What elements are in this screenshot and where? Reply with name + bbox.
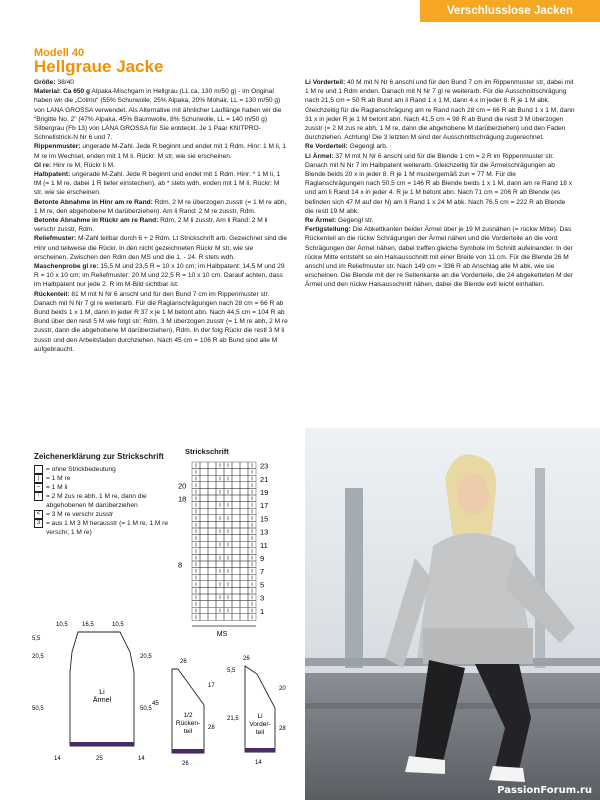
chart-cell (232, 587, 240, 594)
chart-cell (208, 581, 216, 588)
chart-row-label: 23 (260, 461, 269, 471)
paragraph-text: 37 M mit N Nr 6 anschl und für die Blende 1 cm = 2 R im Rippenmuster str. Danach mit N Nr 7 im Halbpatent weiterarb. Gleichzeitig für die Ärmelschrägungen ab Blende beids 20 x in jeder 8. R je 1 M mustergemäß zun = 77 M. Für die Raglanschrägungen nach 50,5 cm = 146 R ab Blende beids 1 x 1 M, dann am re Rand 18 x und am li Rand 14 x in jeder 4. R je 1 M betont abn. Nach 71 cm = 206 R ab Blende (es befinden sich 47 M auf der N) am li Rand 1 x 24 M abk. Nach 76,5 cm = 222 R ab Blende die restl 19 M abk. (305, 152, 573, 215)
front-label3: teil (255, 729, 265, 736)
right-paragraph (305, 225, 575, 289)
back-top: 26 (180, 659, 187, 665)
chart-cell (216, 574, 224, 581)
chart-cell (200, 541, 208, 548)
chart-cell (232, 548, 240, 555)
chart-row-label: 17 (260, 501, 269, 511)
chart-cell (232, 462, 240, 469)
instructions-right-column (305, 78, 575, 290)
legend-symbol: < (34, 510, 43, 519)
chart-cell (200, 568, 208, 575)
chart-cell (240, 574, 248, 581)
sleeve-top-mid: 16,5 (82, 622, 94, 628)
paragraph-label: Gl re: (34, 161, 52, 169)
legend-symbol: 3 (34, 519, 43, 528)
chart-cell (208, 574, 216, 581)
chart-cell (208, 614, 216, 621)
chart-cell (216, 614, 224, 621)
paragraph-text: Alpaka-Mischgarn in Hellgrau (LL ca. 130 m/50 g) - im Original haben wir die „Colmo“ (55% Schurwolle, 25% Alpaka, 20% Mohair, LL = 130 m/50 g) von LANA GROSSA verwendet. Als Alternative mit ähnlicher Lauflänge haben wir die “Brigitte No. 2” (47% Alpaka, 45% Baumwolle, 8% Schurwolle, LL = 140 m/50 g) Silbergrau (Fb 13) von LANA GROSSA für Sie entdeckt. Je 1 Paar KNITPRO-Schnellstrick-N Nr 6 und 7. (34, 88, 282, 142)
chart-cell (216, 601, 224, 608)
chart-row-label: 19 (260, 488, 269, 497)
sleeve-left-2: 50,5 (32, 706, 44, 712)
section-title: Verschlusslose Jacken (447, 5, 573, 17)
chart-cell (240, 554, 248, 561)
chart-cell (200, 607, 208, 614)
chart-cell (216, 482, 224, 489)
chart-cell (216, 535, 224, 542)
right-paragraph (305, 216, 575, 225)
chart-cell (240, 502, 248, 509)
sleeve-top-left: 10,5 (56, 622, 68, 628)
paragraph-text: 40 M mit N Nr 6 anschl und für den Bund 7 cm im Rippenmuster str, dabei mit 1 M re und 1 Rdm enden. Danach mit N Nr 7 gl re weiterarb. Für die Ausschnittschrägung nach 21,5 cm = 50 R ab Bund am li Rand 1 x 1 M, dann 4 x in jeder 8. R je 1 M abk. Gleichzeitig für die Raglanschrägung am re Rand nach 28 cm = 66 R ab Bund 1 x 1 M, dann 31 x in jeder R je 1 M betont abn. Nach 41,5 cm = 98 R ab Bund die restl 3 M überzogen zusstr (= 2 M zus re abh, 1 M re, dann die abgehobene M darüberziehen) und den Faden durchziehen. Achtung! Die 3 letzten M sind der Ausschnittschrägung zugerechnet. (305, 79, 575, 142)
chart-cell (232, 561, 240, 568)
legend-text: = aus 1 M 3 M herausstr (= 1 M re, 1 M re verschr, 1 M re) (46, 520, 169, 536)
front-left: 21,5 (227, 716, 239, 722)
front-schematic (225, 650, 305, 770)
chart-cell (200, 574, 208, 581)
chart-cell (200, 594, 208, 601)
chart-cell (208, 554, 216, 561)
chart-cell (232, 528, 240, 535)
legend-text: = 2 M zus re abh, 1 M re, dann die abgehobenen M darüberziehen (46, 493, 147, 509)
legend-item (34, 465, 174, 474)
chart-cell (200, 528, 208, 535)
chart-cell (240, 607, 248, 614)
right-paragraph (305, 152, 575, 216)
paragraph-label: Größe: (34, 79, 56, 86)
chart-cell (240, 462, 248, 469)
chart-cell (216, 495, 224, 502)
chart-cell (240, 594, 248, 601)
chart-row-label: 15 (260, 514, 269, 524)
chart-cell (200, 581, 208, 588)
left-paragraph (34, 290, 289, 354)
paragraph-label: Betonte Abnahme in Hinr am re Rand: (34, 198, 153, 206)
chart-cell (200, 488, 208, 495)
paragraph-text: M-Zahl teilbar durch 6 + 2 Rdm. Lt Strickschrift arb. Gezeichnet sind die Hinr und teilweise die Rückr. In den nicht gezeichneten Rückr M str, wie sie erscheinen. Zwischen den Rdm den MS und die 1. - 24. R stets wdh. (34, 235, 288, 261)
paragraph-label: Betonte Abnahme in Rückr am re Rand: (34, 217, 159, 225)
front-label1: Li (257, 713, 263, 720)
chart-cell (200, 548, 208, 555)
chart-cell (208, 488, 216, 495)
ms-label: MS (216, 631, 228, 638)
chart-cell (200, 469, 208, 476)
legend-text: = 1 M re (46, 475, 71, 482)
legend-symbol (34, 465, 43, 474)
chart-cell (224, 482, 232, 489)
front-right-2: 28 (279, 726, 286, 732)
chart-row-label: 20 (178, 481, 187, 491)
legend-text: = 3 M re verschr zusstr (46, 511, 114, 518)
sleeve-label2: Ärmel (92, 697, 112, 704)
chart-row-label: 21 (260, 474, 269, 484)
left-paragraph (34, 234, 289, 262)
left-paragraph (34, 262, 289, 290)
chart-cell (240, 475, 248, 482)
chart-cell (232, 607, 240, 614)
chart-cell (224, 548, 232, 555)
section-header-tab (420, 0, 600, 22)
chart-cell (240, 535, 248, 542)
chart-row-label: 1 (260, 606, 265, 616)
chart-cell (200, 475, 208, 482)
sleeve-right-2: 50,5 (140, 706, 152, 712)
chart-cell (224, 601, 232, 608)
chart-cell (224, 521, 232, 528)
chart-cell (216, 548, 224, 555)
chart-cell (224, 495, 232, 502)
left-paragraph (34, 142, 289, 160)
chart-cell (240, 568, 248, 575)
left-paragraph (34, 87, 289, 142)
chart-cell (240, 508, 248, 515)
model-number: Modell 40 (34, 47, 85, 59)
paragraph-text: Gegengl arb. (347, 143, 388, 151)
chart-cell (224, 561, 232, 568)
chart-cell (240, 495, 248, 502)
paragraph-label: Re Vorderteil: (305, 143, 348, 151)
legend-symbol: ↑ (34, 492, 43, 501)
left-paragraph (34, 216, 289, 234)
legend-symbol: | (34, 474, 43, 483)
chart-row-label: 13 (260, 527, 269, 537)
chart-cell (208, 594, 216, 601)
back-label1: 1/2 (183, 712, 193, 719)
chart-cell (216, 508, 224, 515)
chart-cell (200, 521, 208, 528)
chart-cell (240, 548, 248, 555)
chart-cell (240, 482, 248, 489)
chart-cell (208, 521, 216, 528)
chart-cell (224, 535, 232, 542)
paragraph-label: Maschenprobe gl re: (34, 263, 99, 271)
back-left: 45 (152, 701, 159, 707)
stitch-chart (170, 458, 280, 640)
chart-cell (200, 587, 208, 594)
chart-cell (232, 495, 240, 502)
paragraph-label: Rückenteil: (34, 290, 70, 298)
back-schematic (150, 655, 230, 770)
chart-cell (208, 601, 216, 608)
chart-cell (200, 601, 208, 608)
chart-cell (216, 521, 224, 528)
paragraph-label: Material: Ca 650 g (34, 88, 91, 96)
chart-cell (208, 561, 216, 568)
front-bottom: 14 (255, 760, 262, 766)
chart-cell (208, 502, 216, 509)
paragraph-label: Reliefmuster: (34, 235, 77, 243)
chart-row-label: 9 (260, 554, 265, 563)
sleeve-left-top: 5,5 (32, 636, 41, 642)
chart-cell (208, 515, 216, 522)
back-label2: Rücken- (175, 720, 201, 727)
chart-cell (232, 581, 240, 588)
chart-cell (224, 587, 232, 594)
chart-cell (200, 554, 208, 561)
chart-cell (200, 482, 208, 489)
paragraph-text: Rdm, 2 M li zusstr. Am li Rand: 2 M li verschr zusstr, Rdm. (34, 217, 268, 234)
chart-cell (208, 462, 216, 469)
left-paragraph (34, 161, 289, 170)
legend-text: = 1 M li (46, 484, 68, 491)
chart-cell (208, 568, 216, 575)
legend-item (34, 510, 174, 519)
chart-cell (208, 469, 216, 476)
legend-symbol: – (34, 483, 43, 492)
chart-cell (208, 475, 216, 482)
chart-cell (208, 482, 216, 489)
left-paragraph (34, 78, 289, 87)
chart-cell (240, 581, 248, 588)
chart-cell (200, 535, 208, 542)
chart-row-label: 7 (260, 567, 265, 577)
chart-cell (208, 528, 216, 535)
front-left-top: 5,5 (227, 668, 236, 674)
chart-cell (240, 561, 248, 568)
chart-cell (232, 541, 240, 548)
back-right-1: 17 (208, 683, 215, 689)
chart-cell (232, 535, 240, 542)
chart-cell (232, 502, 240, 509)
chart-cell (240, 469, 248, 476)
right-paragraph (305, 78, 575, 142)
legend-item (34, 492, 174, 510)
back-label3: teil (183, 728, 193, 735)
sleeve-left-1: 20,5 (32, 654, 44, 660)
chart-cell (240, 521, 248, 528)
front-label2: Vorder- (249, 721, 271, 728)
chart-row-label: 18 (178, 494, 187, 504)
paragraph-text: Die Abkettkanten beider Ärmel über je 19 M zusnähen (= rückw Mitte). Das Rückenteil an die rückw Schrägungen der Ärmel nähen und die Vorderteile an die vord Schrägungen der Ärmel nähen, dabei treffen gleiche Symbole im Schnitt aufeinander. In der rückw Mitte entsteht so ein Halsausschnitt mit einer Breite von 11 cm. Für die Blende 26 M anschl und im Reliefmuster str. Nach 149 cm = 336 R ab Anschlag alle M abk, wie sie erscheinen. Die Blende mit der re Seitenkante an die Vorderteile, die 24 abgeketteten M der Ärmel und den rückw Halsausschnitt nähen, dabei die Blende evtl leicht einhalten. (305, 226, 573, 289)
left-paragraph (34, 198, 289, 216)
chart-row-label: 5 (260, 580, 265, 590)
paragraph-text: ungerade M-Zahl. Jede R beginnt und endet mit 1 Rdm. Hinr: 1 M li, 1 M re im Wechsel, enden mit 1 M li. Rückr: M str, wie sie erscheinen. (34, 143, 287, 160)
paragraph-label: Re Ärmel: (305, 217, 337, 225)
chart-cell (240, 528, 248, 535)
chart-cell (240, 541, 248, 548)
chart-cell (240, 515, 248, 522)
chart-cell (232, 482, 240, 489)
sleeve-schematic (30, 618, 170, 768)
chart-cell (224, 574, 232, 581)
front-right-1: 20 (279, 686, 286, 692)
chart-cell (208, 548, 216, 555)
paragraph-text: 81 M mit N Nr 6 anschl und für den Bund 7 cm im Rippenmuster str. Danach mit N Nr 7 gl re weiterarb. Für die Raglanschrägungen nach 28 cm = 66 R ab Bund beids 1 x 1 M, dann in jeder R 37 x je 1 M betont abn. Nach 44,5 cm = 104 R ab Bund über den restl 5 M wie folgt str: Rdm, 3 M überzogen zusstr (= 1 M re abh, 2 M re zusstr, dann die abgehobene M darüberziehen), Rdm. In der folg Rückr die restl 3 M li zusstr und den Arbeitsfaden durchziehen. Nach 45 cm = 106 R ab Bund sind alle M aufgebraucht. (34, 290, 288, 353)
chart-cell (208, 607, 216, 614)
chart-cell (232, 508, 240, 515)
chart-cell (216, 587, 224, 594)
paragraph-label: Li Vorderteil: (305, 79, 346, 86)
page-title: Hellgraue Jacke (34, 57, 164, 76)
legend-title: Zeichenerklärung zur Strickschrift (34, 452, 164, 461)
instructions-left-column (34, 78, 289, 354)
sleeve-label1: Li (99, 689, 105, 696)
model-photo (305, 428, 600, 800)
paragraph-label: Li Ärmel: (305, 152, 334, 160)
legend (34, 452, 174, 537)
back-right-2: 28 (208, 725, 215, 731)
legend-item (34, 519, 174, 537)
paragraph-label: Halbpatent: (34, 171, 71, 179)
chart-cell (200, 508, 208, 515)
chart-cell (232, 469, 240, 476)
chart-cell (216, 469, 224, 476)
chart-cell (208, 508, 216, 515)
sleeve-bottom-2: 25 (96, 756, 103, 762)
chart-cell (224, 614, 232, 621)
chart-cell (232, 475, 240, 482)
paragraph-label: Fertigstellung: (305, 226, 351, 234)
sleeve-right-1: 20,5 (140, 654, 152, 660)
chart-cell (232, 594, 240, 601)
watermark: PassionForum.ru (497, 785, 592, 796)
chart-cell (208, 587, 216, 594)
chart-cell (232, 574, 240, 581)
legend-text: = ohne Strickbedeutung (46, 466, 116, 473)
sleeve-bottom-3: 14 (138, 756, 145, 762)
chart-cell (240, 601, 248, 608)
chart-cell (232, 488, 240, 495)
sleeve-bottom-1: 14 (54, 756, 61, 762)
chart-cell (200, 495, 208, 502)
paragraph-label: Rippenmuster: (34, 143, 81, 151)
chart-cell (224, 469, 232, 476)
chart-cell (240, 488, 248, 495)
paragraph-text: Gegengl str. (336, 217, 374, 225)
paragraph-text: Hinr re M, Rückr li M. (51, 161, 115, 169)
chart-row-label: 8 (178, 560, 183, 570)
paragraph-text: 15,5 M und 23,5 R = 10 x 10 cm; im Halbpatent: 14,5 M und 29 R = 10 x 10 cm; im Reliefmuster: 20 M und 22,5 R = 10 x 10 cm. Darauf achten, dass im Halbpatent nur jede 2. R im M-Bild sichtbar ist. (34, 263, 285, 289)
chart-row-label: 11 (260, 540, 268, 550)
sleeve-top-right: 10,5 (112, 622, 124, 628)
legend-item (34, 474, 174, 483)
paragraph-text: Rdm, 2 M re überzogen zusstr (= 1 M re abh, 1 M re, den abgehobene M darüberziehen). Am li Rand: 2 M re zusstr, Rdm. (34, 198, 287, 215)
chart-cell (240, 587, 248, 594)
chart-title: Strickschrift (185, 447, 229, 456)
chart-cell (232, 601, 240, 608)
chart-cell (200, 614, 208, 621)
paragraph-text: 38/40 (55, 79, 74, 86)
chart-row-label: 3 (260, 593, 265, 603)
left-paragraph (34, 170, 289, 198)
chart-cell (232, 554, 240, 561)
chart-cell (208, 535, 216, 542)
chart-cell (224, 508, 232, 515)
chart-cell (208, 541, 216, 548)
chart-cell (232, 614, 240, 621)
legend-item (34, 483, 174, 492)
right-paragraph (305, 142, 575, 151)
chart-cell (232, 568, 240, 575)
chart-cell (240, 614, 248, 621)
chart-cell (200, 561, 208, 568)
chart-cell (216, 561, 224, 568)
paragraph-text: ungerade M-Zahl. Jede R beginnt und endet mit 1 Rdm. Hinr: * 1 M li, 1 tM (= 1 M re, dabei 1 R tiefer einstechen), ab * stets wdh, enden mit 1 M li. Rückr: M str, wie sie erscheinen. (34, 171, 281, 197)
back-bottom: 26 (182, 761, 189, 767)
front-top: 26 (243, 656, 250, 662)
chart-cell (232, 521, 240, 528)
chart-cell (200, 515, 208, 522)
chart-cell (208, 495, 216, 502)
chart-cell (200, 462, 208, 469)
chart-cell (232, 515, 240, 522)
chart-cell (200, 502, 208, 509)
